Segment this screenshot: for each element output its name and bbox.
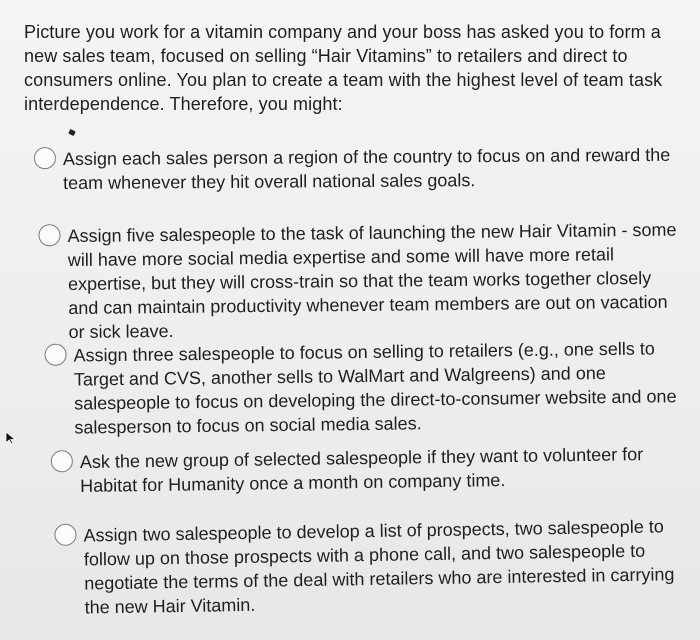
- answer-option-label: Ask the new group of selected salespeople if they want to volunteer for Habitat for Humanity once a month on company time.: [79, 444, 644, 496]
- mouse-cursor-icon: [5, 431, 17, 445]
- answer-option-label: Assign two salespeople to develop a list of prospects, two salespeople to follow up on those prospects with a phone call, and two salespeople to negotiate the terms of the deal with retailers who are interested in carrying the new Hair Vitamin.: [83, 516, 675, 618]
- stray-mark: [68, 129, 76, 136]
- answer-option-2[interactable]: [38, 218, 679, 345]
- radio-button[interactable]: [38, 224, 60, 246]
- radio-button[interactable]: [54, 524, 76, 546]
- answer-option-4[interactable]: [51, 442, 682, 499]
- answer-option-label: Assign each sales person a region of the country to focus on and reward the team whenever they hit overall national sales goals.: [62, 144, 671, 194]
- answer-option-label: Assign three salespeople to focus on selling to retailers (e.g., one sells to Target and CVS, another sells to WalMart and Walgreens) and one salespeople to focus on developing the direct-to-consumer website and one salesperson to focus on social media sales.: [73, 338, 677, 438]
- question-text: Picture you work for a vitamin company and your boss has asked you to form a new sales team, focused on selling “Hair Vitamins” to retailers and direct to consumers online. You plan to create a team with the highest level of team task interdependence. Therefore, you might:: [24, 22, 663, 114]
- answer-option-5[interactable]: [54, 514, 685, 620]
- answer-option-label: Assign five salespeople to the task of launching the new Hair Vitamin - some will have more social media expertise and some will have more retail expertise, but they will cross-train so that the team works together closely and can maintain productivity whenever team members are out on vacation or sick leave.: [67, 219, 677, 343]
- answer-option-3[interactable]: [44, 336, 685, 440]
- radio-button[interactable]: [44, 344, 66, 366]
- radio-button[interactable]: [34, 147, 56, 169]
- radio-button[interactable]: [51, 450, 73, 472]
- answer-option-1[interactable]: [34, 143, 674, 195]
